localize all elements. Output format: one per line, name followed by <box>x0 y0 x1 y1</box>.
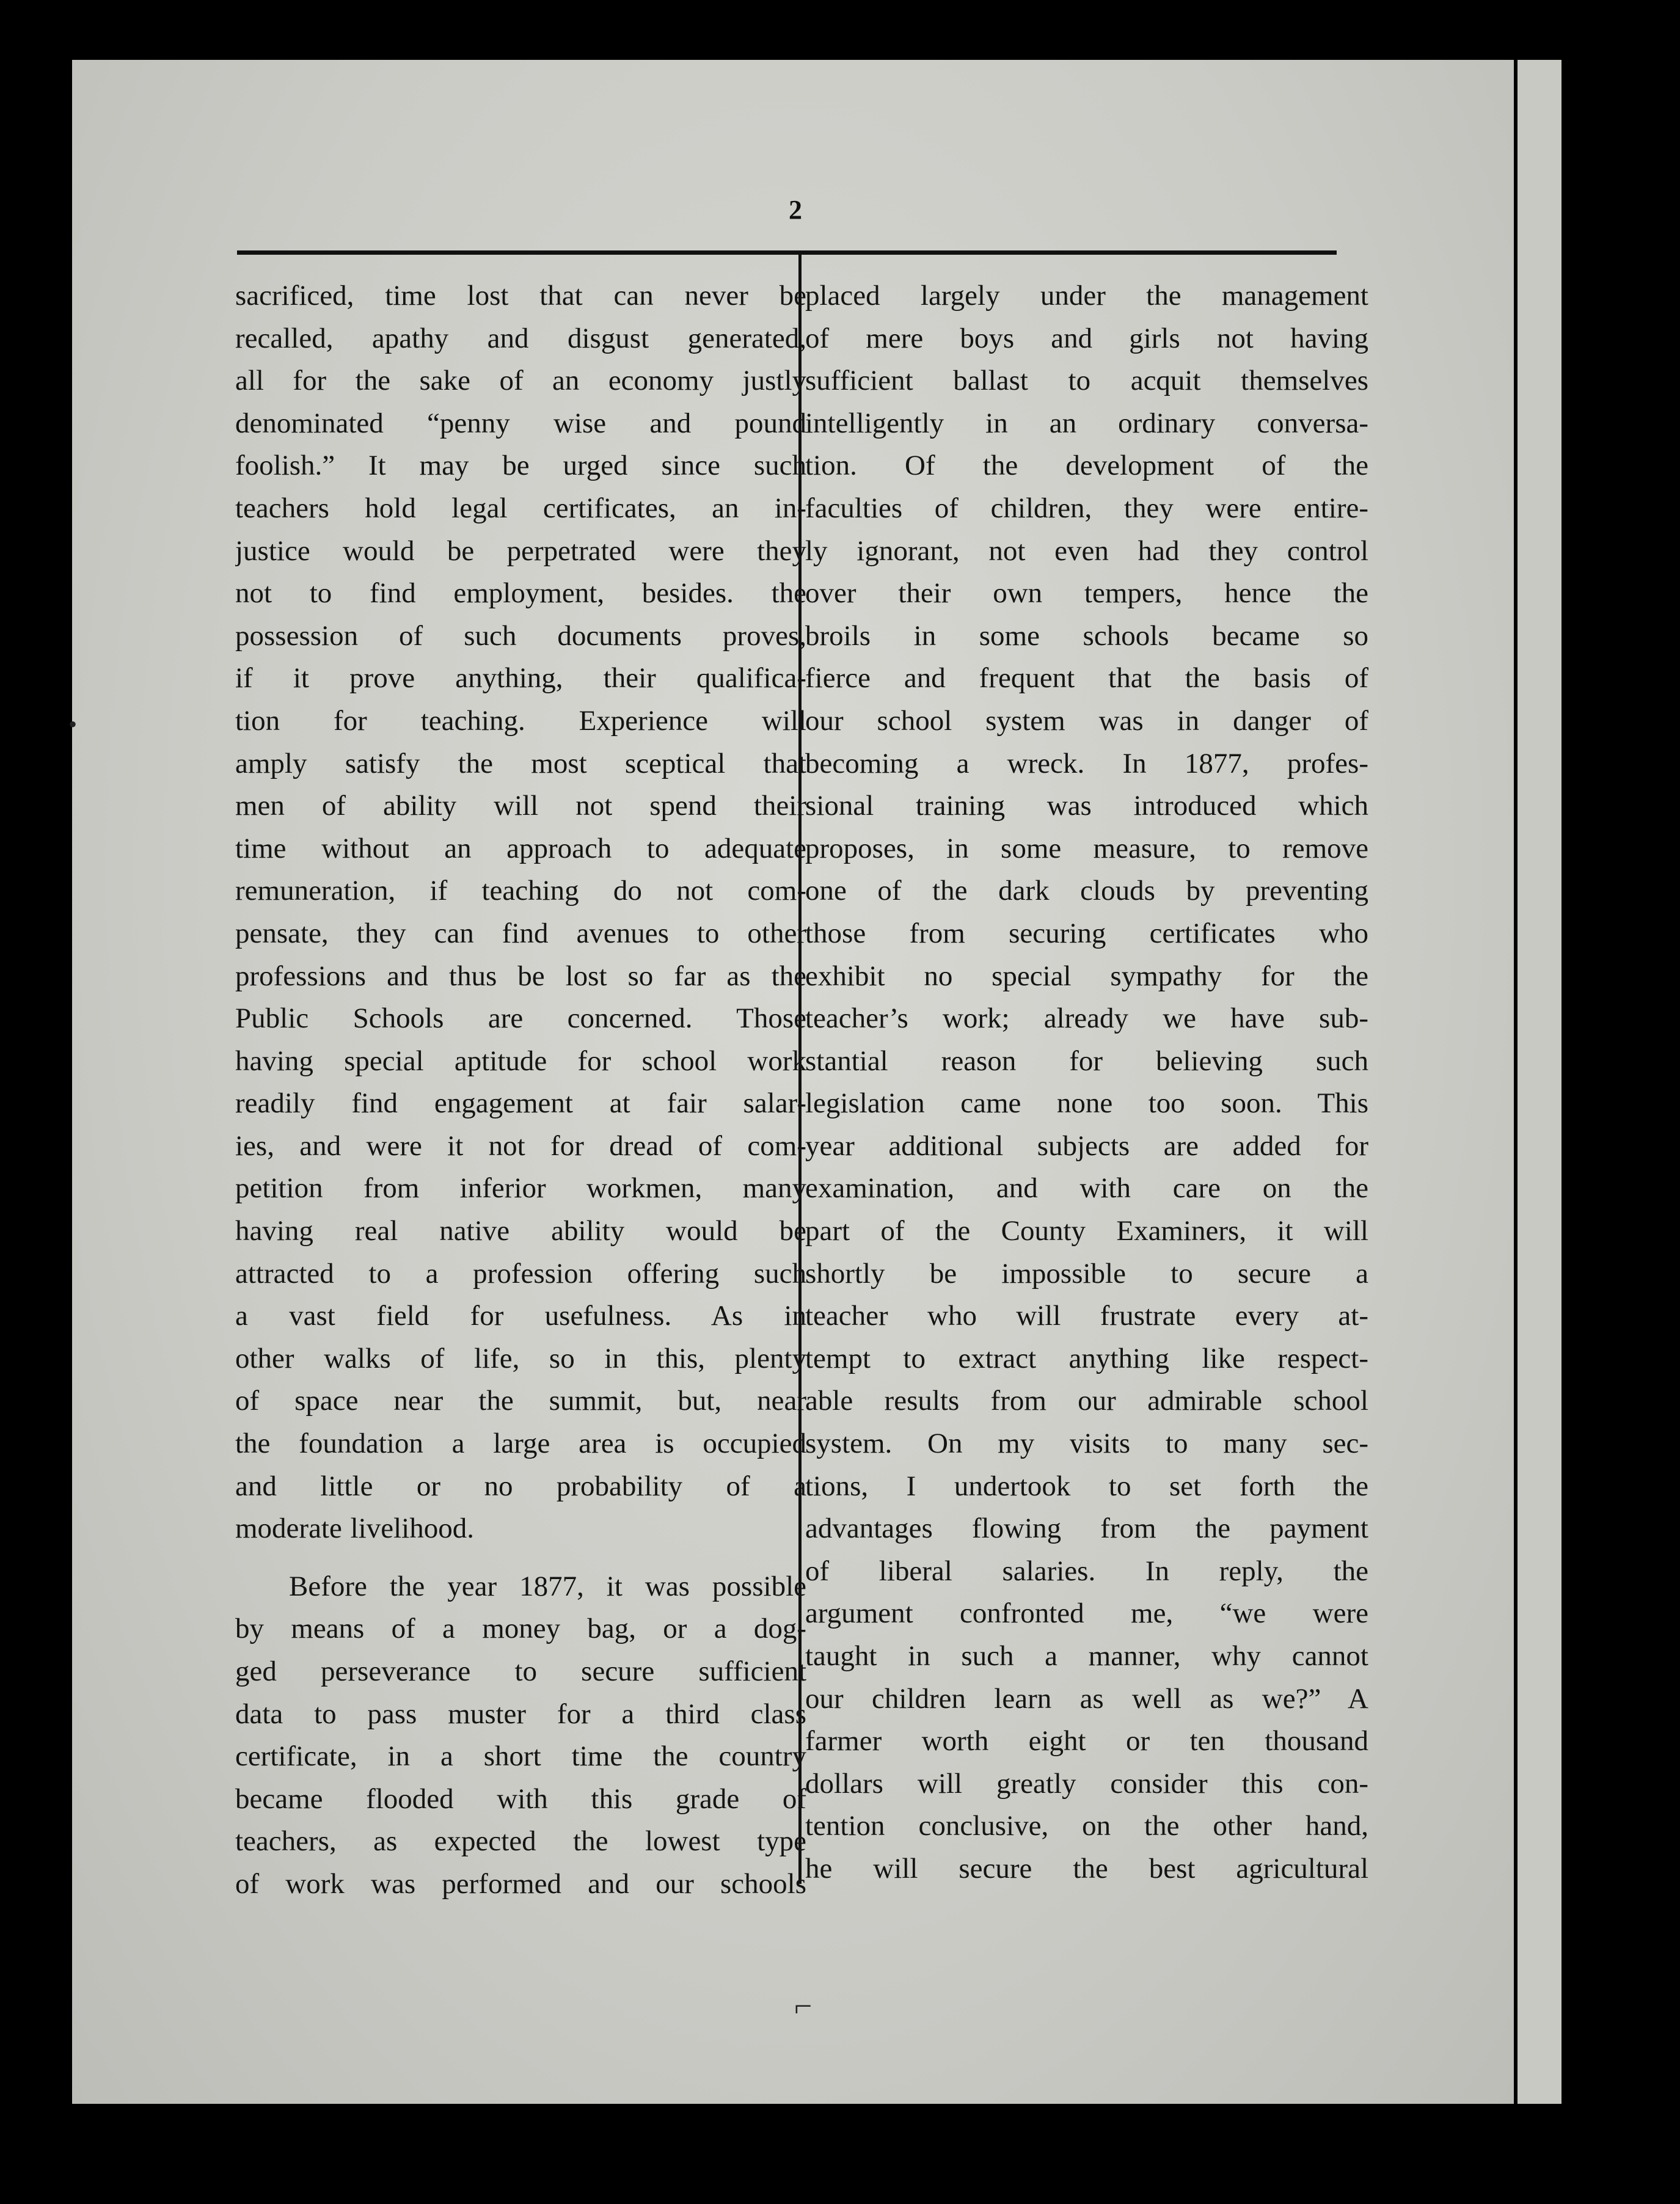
paragraph-gap <box>235 1550 806 1566</box>
text-line: pensate, they can find avenues to other <box>235 917 806 949</box>
text-line: Public Schools are concerned. Those <box>235 1002 806 1035</box>
scan-speck: • <box>68 710 78 738</box>
text-line: denominated “penny wise and pound <box>235 407 806 439</box>
text-line: tempt to extract anything like respect- <box>805 1342 1368 1374</box>
text-line: able results from our admirable school <box>805 1385 1368 1417</box>
next-page-edge <box>1514 60 1561 2104</box>
text-line: justice would be perpetrated were they <box>235 535 806 567</box>
text-line: of space near the summit, but, near <box>235 1385 806 1417</box>
text-line: proposes, in some measure, to remove <box>805 832 1368 864</box>
header-rule <box>237 250 1337 255</box>
text-line: certificate, in a short time the country <box>235 1740 806 1773</box>
text-line: year additional subjects are added for <box>805 1129 1368 1162</box>
text-line: having real native ability would be <box>235 1215 806 1247</box>
text-line: recalled, apathy and disgust generated, <box>235 322 806 354</box>
text-line: one of the dark clouds by preventing <box>805 875 1368 907</box>
text-line: data to pass muster for a third class <box>235 1698 806 1730</box>
text-line: time without an approach to adequate <box>235 832 806 864</box>
text-line: teacher who will frustrate every at- <box>805 1300 1368 1332</box>
text-line: exhibit no special sympathy for the <box>805 960 1368 992</box>
text-line: possession of such documents proves, <box>235 619 806 652</box>
text-line: remuneration, if teaching do not com- <box>235 875 806 907</box>
text-line: placed largely under the management <box>805 280 1368 312</box>
text-line: ged perseverance to secure sufficient <box>235 1655 806 1687</box>
page-number: 2 <box>789 195 802 225</box>
text-line: attracted to a profession offering such <box>235 1257 806 1290</box>
text-line: tions, I undertook to set forth the <box>805 1470 1368 1502</box>
text-line: advantages flowing from the payment <box>805 1513 1368 1545</box>
right-column <box>805 275 1368 1891</box>
text-line: foolish.” It may be urged since such <box>235 450 806 482</box>
text-line: farmer worth eight or ten thousand <box>805 1725 1368 1757</box>
text-line: ies, and were it not for dread of com- <box>235 1129 806 1162</box>
text-line: and little or no probability of a <box>235 1470 806 1502</box>
text-line: over their own tempers, hence the <box>805 577 1368 610</box>
text-line: intelligently in an ordinary conversa- <box>805 407 1368 439</box>
text-line: ly ignorant, not even had they control <box>805 535 1368 567</box>
text-line: professions and thus be lost so far as the <box>235 960 806 992</box>
text-line: our school system was in danger of <box>805 704 1368 737</box>
text-line: of liberal salaries. In reply, the <box>805 1555 1368 1587</box>
text-line: other walks of life, so in this, plenty <box>235 1342 806 1374</box>
text-line: tion. Of the development of the <box>805 450 1368 482</box>
text-line: by means of a money bag, or a dog- <box>235 1613 806 1645</box>
text-line: part of the County Examiners, it will <box>805 1215 1368 1247</box>
text-line: shortly be impossible to secure a <box>805 1257 1368 1290</box>
left-column <box>235 275 806 1906</box>
text-line: system. On my visits to many sec- <box>805 1428 1368 1460</box>
text-line: broils in some schools became so <box>805 619 1368 652</box>
text-line: sional training was introduced which <box>805 790 1368 822</box>
text-line: teachers, as expected the lowest type <box>235 1825 806 1858</box>
text-line: sacrificed, time lost that can never be <box>235 280 806 312</box>
text-line: becoming a wreck. In 1877, profes- <box>805 747 1368 779</box>
text-line: if it prove anything, their qualifica- <box>235 662 806 695</box>
text-line: moderate livelihood. <box>235 1513 474 1545</box>
text-line: became flooded with this grade of <box>235 1783 806 1815</box>
text-line: tention conclusive, on the other hand, <box>805 1810 1368 1842</box>
text-line: not to find employment, besides. the <box>235 577 806 610</box>
text-line: our children learn as well as we?” A <box>805 1682 1368 1715</box>
text-line: men of ability will not spend their <box>235 790 806 822</box>
text-line: having special aptitude for school work <box>235 1045 806 1077</box>
paragraph <box>805 275 1368 1891</box>
text-line: legislation came none too soon. This <box>805 1087 1368 1120</box>
text-line: sufficient ballast to acquit themselves <box>805 365 1368 397</box>
text-line: he will secure the best agricultural <box>805 1852 1368 1885</box>
paragraph <box>235 1566 806 1906</box>
scan-mark: ⌐ <box>794 1989 813 2024</box>
text-line: tion for teaching. Experience will <box>235 704 806 737</box>
text-line: of work was performed and our schools <box>235 1867 806 1900</box>
text-line: teachers hold legal certificates, an in- <box>235 492 806 524</box>
text-line: argument confronted me, “we were <box>805 1597 1368 1630</box>
text-line: the foundation a large area is occupied <box>235 1428 806 1460</box>
text-line: teacher’s work; already we have sub- <box>805 1002 1368 1035</box>
text-line: taught in such a manner, why cannot <box>805 1640 1368 1672</box>
paragraph <box>235 275 806 1550</box>
text-line: amply satisfy the most sceptical that <box>235 747 806 779</box>
text-line: all for the sake of an economy justly <box>235 365 806 397</box>
text-line: readily find engagement at fair salar- <box>235 1087 806 1120</box>
text-line: examination, and with care on the <box>805 1172 1368 1205</box>
text-line: Before the year 1877, it was possible <box>289 1570 806 1602</box>
text-line: faculties of children, they were entire- <box>805 492 1368 524</box>
scan-border-right <box>1558 0 1680 2204</box>
text-line: those from securing certificates who <box>805 917 1368 949</box>
text-line: a vast field for usefulness. As in <box>235 1300 806 1332</box>
text-line: fierce and frequent that the basis of <box>805 662 1368 695</box>
text-line: stantial reason for believing such <box>805 1045 1368 1077</box>
text-line: of mere boys and girls not having <box>805 322 1368 354</box>
text-line: dollars will greatly consider this con- <box>805 1767 1368 1800</box>
text-line: petition from inferior workmen, many <box>235 1172 806 1205</box>
